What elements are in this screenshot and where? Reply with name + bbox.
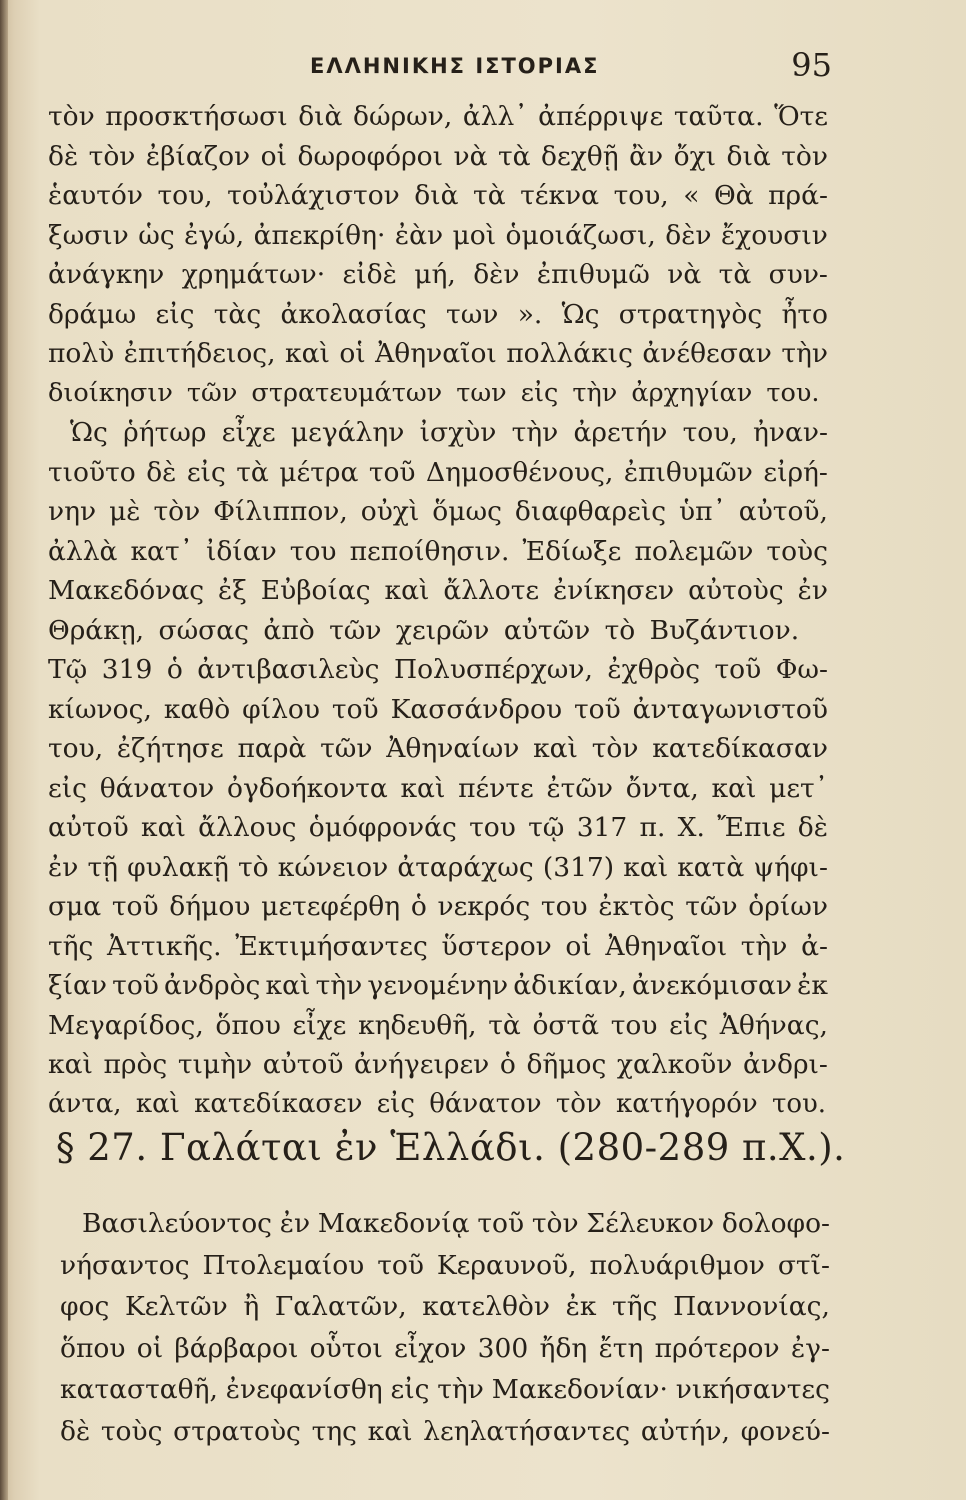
- book-spine-shadow: [0, 0, 8, 1500]
- text-line: Μεγαρίδος, ὅπου εἶχε κηδευθῆ, τὰ ὀστᾶ του εἰς Ἀθήνας,: [48, 1009, 828, 1041]
- text-line: Ὡς ῥήτωρ εἶχε μεγάλην ἰσχὺν τὴν ἀρετήν του, ἠναν-: [70, 417, 828, 448]
- body-text: [48, 97, 828, 1124]
- text-line: Τῷ 319 ὁ ἀντιβασιλεὺς Πολυσπέρχων, ἐχθρὸς τοῦ Φω-: [48, 654, 828, 685]
- text-line: αὐτοῦ καὶ ἄλλους ὁμόφρονάς του τῷ 317 π. Χ. Ἔπιε δὲ: [48, 812, 828, 843]
- text-line: πολὺ ἐπιτήδειος, καὶ οἱ Ἀθηναῖοι πολλάκις ἀνέθεσαν τὴν: [48, 338, 828, 369]
- text-line: ἐν τῇ φυλακῇ τὸ κώνειον ἀταράχως (317) καὶ κατὰ ψήφι-: [48, 851, 828, 883]
- text-line: άντα, καὶ κατεδίκασεν εἰς θάνατον τὸν κατήγορόν του.: [48, 1088, 827, 1119]
- text-line: του, ἐζήτησε παρὰ τῶν Ἀθηναίων καὶ τὸν κατεδίκασαν: [48, 733, 828, 764]
- text-line: δὲ τοὺς στρατοὺς της καὶ λεηλατήσαντες αὐτήν, φονεύ-: [60, 1415, 830, 1447]
- text-line: τὸν προσκτήσωσι διὰ δώρων, ἀλλ᾿ ἀπέρριψε ταῦτα. Ὅτε: [48, 101, 828, 132]
- text-line: εἰς θάνατον ὀγδοήκοντα καὶ πέντε ἐτῶν ὄντα, καὶ μετ᾿: [48, 772, 828, 804]
- text-line: καὶ πρὸς τιμὴν αὐτοῦ ἀνήγειρεν ὁ δῆμος χαλκοῦν ἀνδρι-: [48, 1049, 828, 1080]
- text-line: κίωνος, καθὸ φίλου τοῦ Κασσάνδρου τοῦ ἀνταγωνιστοῦ: [48, 693, 828, 725]
- text-line: ξωσιν ὡς ἐγώ, ἀπεκρίθη· ἐὰν μοὶ ὁμοιάζωσι, δὲν ἔχουσιν: [48, 219, 828, 251]
- page-header: [60, 44, 840, 94]
- section-heading: § 27. Γαλάται ἐν Ἑλλάδι. (280-289 π.Χ.).: [56, 1126, 846, 1169]
- text-line: ὅπου οἱ βάρβαροι οὗτοι εἶχον 300 ἤδη ἔτη πρότερον ἐγ-: [60, 1332, 830, 1364]
- text-line: Μακεδόνας ἐξ Εὐβοίας καὶ ἄλλοτε ἐνίκησεν αὐτοὺς ἐν: [48, 575, 828, 606]
- text-line: δὲ τὸν ἐβίαζον οἱ δωροφόροι νὰ τὰ δεχθῇ ἂν ὄχι διὰ τὸν: [48, 140, 828, 172]
- text-line: τιοῦτο δὲ εἰς τὰ μέτρα τοῦ Δημοσθένους, ἐπιθυμῶν εἰρή-: [48, 456, 828, 488]
- text-line: σμα τοῦ δήμου μετεφέρθη ὁ νεκρός του ἐκτὸς τῶν ὁρίων: [48, 891, 828, 922]
- text-line: τῆς Ἀττικῆς. Ἐκτιμήσαντες ὕστερον οἱ Ἀθηναῖοι τὴν ἀ-: [48, 930, 828, 962]
- text-line: κατασταθῆ, ἐνεφανίσθη εἰς τὴν Μακεδονίαν· νικήσαντες: [60, 1374, 830, 1405]
- text-line: Θράκῃ, σώσας ἀπὸ τῶν χειρῶν αὐτῶν τὸ Βυζάντιον.: [48, 614, 800, 646]
- text-line: ἀνάγκην χρημάτων· εἰδὲ μή, δὲν ἐπιθυμῶ νὰ τὰ συν-: [48, 259, 828, 290]
- text-line: ἀλλὰ κατ᾿ ἰδίαν του πεποίθησιν. Ἐδίωξε πολεμῶν τοὺς: [48, 535, 828, 567]
- running-title: ΕΛΛΗΝΙΚΗΣ ΙΣΤΟΡΙΑΣ: [310, 54, 600, 78]
- section-text: [60, 1203, 830, 1452]
- text-line: Βασιλεύοντος ἐν Μακεδονίᾳ τοῦ τὸν Σέλευκον δολοφο-: [82, 1208, 830, 1239]
- text-line: νην μὲ τὸν Φίλιππον, οὐχὶ ὅμως διαφθαρεὶς ὑπ᾿ αὐτοῦ,: [48, 496, 828, 527]
- page-number: 95: [791, 46, 832, 84]
- text-line: διοίκησιν τῶν στρατευμάτων των εἰς τὴν ἀρχηγίαν του.: [48, 377, 820, 408]
- text-line: ἑαυτόν του, τοὐλάχιστον διὰ τὰ τέκνα του, « Θὰ πρά-: [48, 180, 828, 211]
- text-line: νήσαντος Πτολεμαίου τοῦ Κεραυνοῦ, πολυάριθμον στῖ-: [60, 1249, 830, 1281]
- text-line: φος Κελτῶν ἢ Γαλατῶν, κατελθὸν ἐκ τῆς Παννονίας,: [60, 1291, 830, 1322]
- text-line: δράμω εἰς τὰς ἀκολασίας των ». Ὡς στρατηγὸς ἦτο: [48, 298, 828, 330]
- text-line: ξίαν τοῦ ἀνδρὸς καὶ τὴν γενομένην ἀδικίαν, ἀνεκόμισαν ἐκ: [48, 970, 828, 1001]
